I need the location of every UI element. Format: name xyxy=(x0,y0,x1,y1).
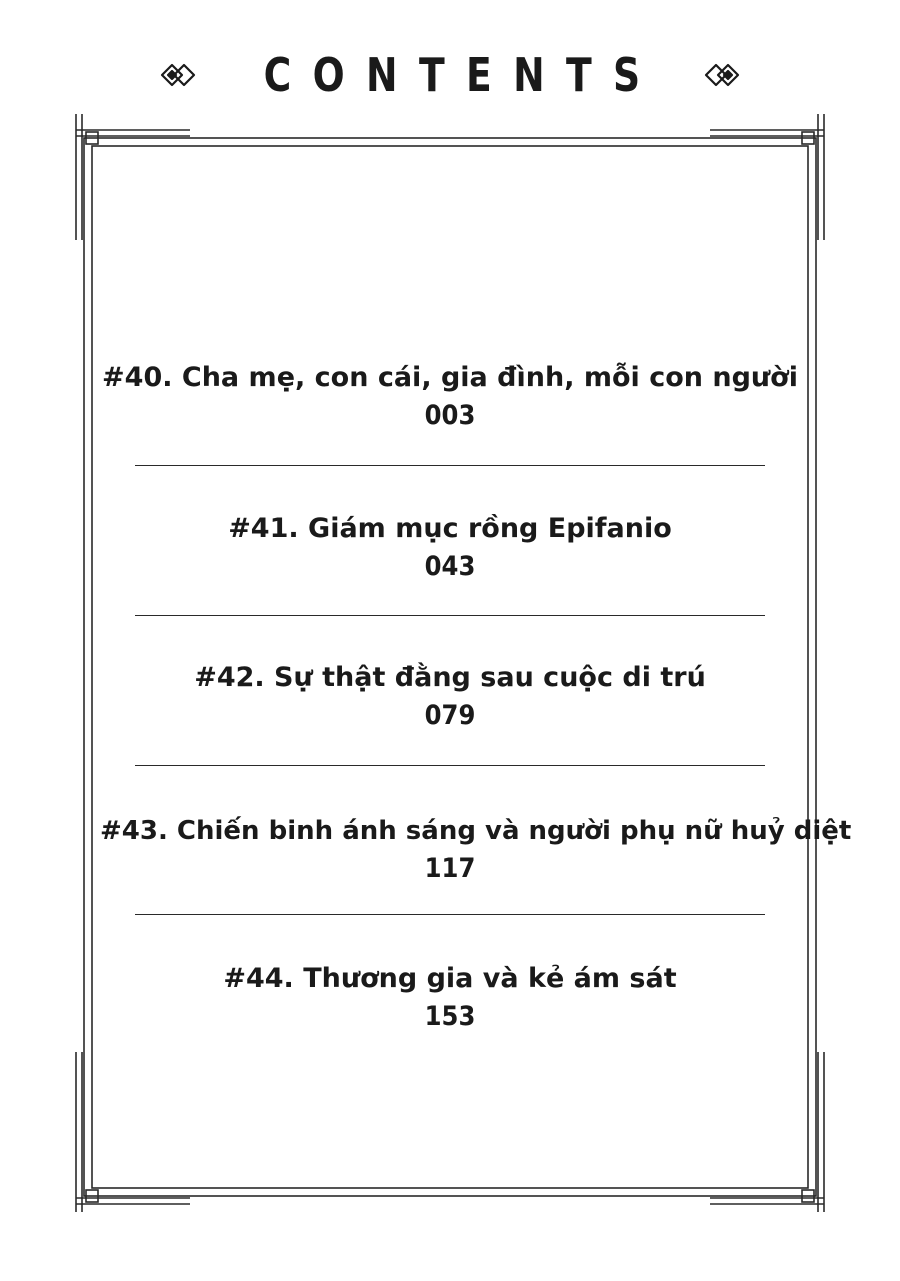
chapter-title: #41. Giám mục rồng Epifanio xyxy=(228,513,672,544)
divider xyxy=(135,465,765,466)
page-number: 043 xyxy=(424,551,476,582)
page-title: CONTENTS xyxy=(264,48,662,102)
page-number: 003 xyxy=(424,400,476,431)
toc-entry-42 xyxy=(100,660,800,734)
page-number: 117 xyxy=(424,853,476,884)
toc-entry-41 xyxy=(100,511,800,585)
toc-entry-43 xyxy=(100,813,852,887)
toc-entry-40 xyxy=(100,360,800,434)
chapter-title: #43. Chiến binh ánh sáng và người phụ nữ huỷ diệt xyxy=(100,816,852,846)
chapter-title: #44. Thương gia và kẻ ám sát xyxy=(223,963,677,994)
chapter-title: #40. Cha mẹ, con cái, gia đình, mỗi con người xyxy=(102,362,798,393)
divider xyxy=(135,914,765,915)
divider xyxy=(135,765,765,766)
chapter-title: #42. Sự thật đằng sau cuộc di trú xyxy=(194,662,706,693)
page-number: 153 xyxy=(424,1001,476,1032)
page-number: 079 xyxy=(424,700,476,731)
toc-entry-44 xyxy=(100,961,800,1035)
divider xyxy=(135,615,765,616)
